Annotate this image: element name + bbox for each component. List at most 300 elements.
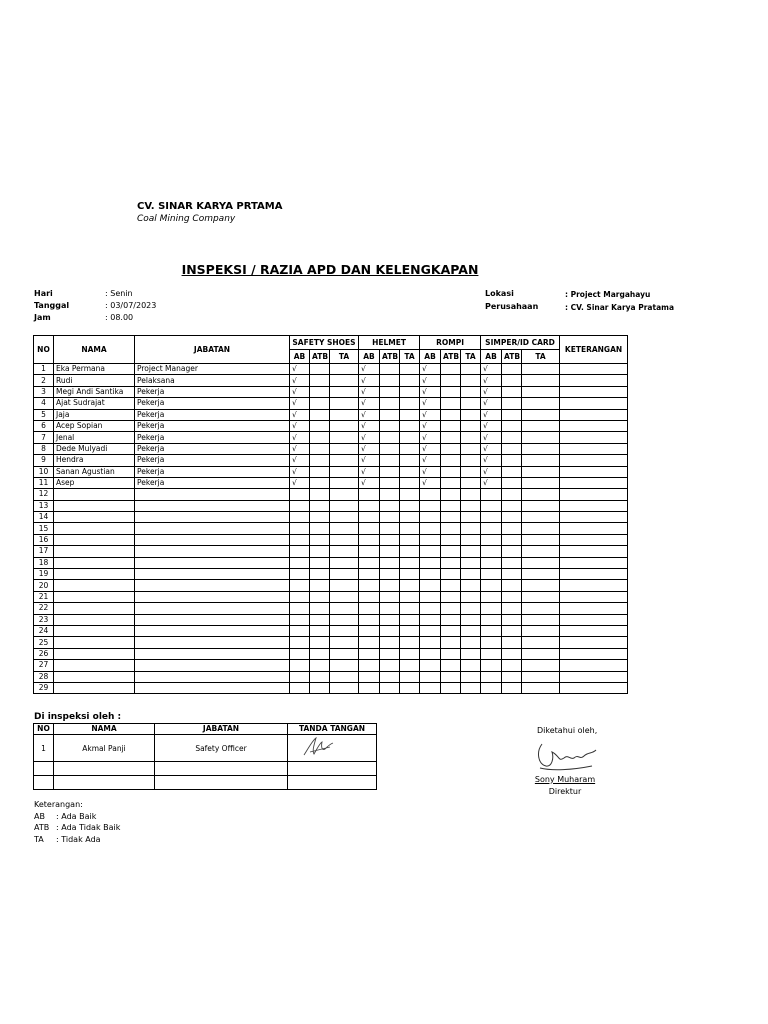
check-cell — [330, 614, 359, 625]
row-nama — [54, 591, 135, 602]
row-nama: Megi Andi Santika — [54, 386, 135, 397]
check-cell — [502, 523, 522, 534]
note-desc-ab: : Ada Baik — [56, 811, 97, 821]
check-cell — [310, 546, 330, 557]
row-jabatan: Pelaksana — [135, 375, 290, 386]
insp-no: 1 — [34, 735, 54, 762]
check-cell — [310, 648, 330, 659]
check-cell — [502, 591, 522, 602]
check-cell — [359, 625, 380, 636]
check-cell — [481, 682, 502, 693]
row-nama: Jenal — [54, 432, 135, 443]
check-cell — [400, 591, 420, 602]
check-cell — [461, 386, 481, 397]
col-no-header: NO — [34, 336, 54, 364]
check-cell — [502, 512, 522, 523]
check-cell: √ — [359, 420, 380, 431]
row-keterangan — [560, 386, 628, 397]
check-cell — [420, 614, 441, 625]
check-cell — [481, 671, 502, 682]
check-cell — [481, 500, 502, 511]
row-keterangan — [560, 375, 628, 386]
check-cell — [502, 534, 522, 545]
table-row — [34, 580, 628, 591]
row-keterangan — [560, 398, 628, 409]
check-cell — [380, 614, 400, 625]
check-cell — [400, 375, 420, 386]
check-cell — [502, 420, 522, 431]
check-cell: √ — [359, 477, 380, 488]
check-cell — [441, 398, 461, 409]
jam-value: : 08.00 — [105, 313, 134, 322]
check-cell — [502, 489, 522, 500]
subheader-atb: ATB — [502, 350, 522, 364]
check-cell: √ — [420, 364, 441, 375]
check-cell — [461, 466, 481, 477]
check-cell — [310, 512, 330, 523]
hari-label: Hari — [34, 289, 53, 298]
check-cell — [310, 420, 330, 431]
row-jabatan — [135, 648, 290, 659]
insp-nama: Akmal Panji — [54, 735, 155, 762]
check-cell — [522, 455, 560, 466]
check-cell — [522, 375, 560, 386]
check-cell — [290, 637, 310, 648]
check-cell — [310, 660, 330, 671]
check-cell — [359, 557, 380, 568]
table-row — [34, 477, 628, 488]
check-cell — [420, 648, 441, 659]
lokasi-value: : Project Margahayu — [565, 290, 651, 299]
check-cell — [330, 386, 359, 397]
check-cell — [380, 534, 400, 545]
row-no: 21 — [34, 591, 54, 602]
table-row — [34, 500, 628, 511]
check-cell — [502, 557, 522, 568]
row-no: 17 — [34, 546, 54, 557]
row-keterangan — [560, 637, 628, 648]
check-cell: √ — [481, 375, 502, 386]
check-cell — [400, 420, 420, 431]
row-keterangan — [560, 466, 628, 477]
check-cell — [359, 512, 380, 523]
check-cell — [481, 660, 502, 671]
tanggal-value: : 03/07/2023 — [105, 301, 157, 310]
check-cell — [461, 569, 481, 580]
subheader-atb: ATB — [380, 350, 400, 364]
row-nama — [54, 625, 135, 636]
check-cell: √ — [420, 455, 441, 466]
check-cell — [290, 500, 310, 511]
row-jabatan: Pekerja — [135, 477, 290, 488]
check-cell — [502, 580, 522, 591]
row-jabatan — [135, 614, 290, 625]
check-cell — [310, 523, 330, 534]
check-cell — [310, 591, 330, 602]
check-cell: √ — [420, 398, 441, 409]
row-nama — [54, 500, 135, 511]
check-cell: √ — [481, 386, 502, 397]
check-cell — [290, 580, 310, 591]
check-cell — [359, 534, 380, 545]
check-cell — [441, 523, 461, 534]
approval-label: Diketahui oleh, — [537, 726, 598, 735]
check-cell — [380, 625, 400, 636]
check-cell — [290, 603, 310, 614]
insp-jabatan: Safety Officer — [155, 735, 288, 762]
row-no: 25 — [34, 637, 54, 648]
row-nama — [54, 523, 135, 534]
row-no: 1 — [34, 364, 54, 375]
row-no: 16 — [34, 534, 54, 545]
check-cell: √ — [481, 477, 502, 488]
row-no: 4 — [34, 398, 54, 409]
legend-notes — [34, 799, 120, 845]
check-cell — [481, 580, 502, 591]
check-cell — [522, 603, 560, 614]
check-cell — [420, 569, 441, 580]
row-nama: Eka Permana — [54, 364, 135, 375]
check-cell — [441, 557, 461, 568]
check-cell — [502, 386, 522, 397]
check-cell: √ — [420, 386, 441, 397]
check-cell: √ — [420, 432, 441, 443]
check-cell — [380, 489, 400, 500]
row-nama: Asep — [54, 477, 135, 488]
row-no: 19 — [34, 569, 54, 580]
row-keterangan — [560, 648, 628, 659]
row-no: 12 — [34, 489, 54, 500]
row-keterangan — [560, 557, 628, 568]
check-cell — [461, 443, 481, 454]
col-jabatan-header: JABATAN — [135, 336, 290, 364]
check-cell: √ — [359, 386, 380, 397]
inspector-signature — [300, 735, 340, 759]
row-keterangan — [560, 432, 628, 443]
check-cell — [310, 500, 330, 511]
check-cell — [522, 477, 560, 488]
row-jabatan: Pekerja — [135, 455, 290, 466]
check-cell — [420, 603, 441, 614]
group-simper: SIMPER/ID CARD — [481, 336, 560, 350]
check-cell — [380, 512, 400, 523]
check-cell — [330, 512, 359, 523]
check-cell — [359, 671, 380, 682]
table-row — [34, 660, 628, 671]
check-cell — [310, 682, 330, 693]
row-no: 15 — [34, 523, 54, 534]
row-keterangan — [560, 443, 628, 454]
check-cell — [502, 477, 522, 488]
table-row — [34, 386, 628, 397]
row-nama: Jaja — [54, 409, 135, 420]
check-cell — [400, 432, 420, 443]
row-jabatan — [135, 625, 290, 636]
insp-signature-cell — [288, 735, 377, 762]
check-cell — [380, 477, 400, 488]
check-cell — [400, 364, 420, 375]
check-cell — [380, 375, 400, 386]
check-cell — [330, 546, 359, 557]
check-cell — [400, 512, 420, 523]
row-no: 13 — [34, 500, 54, 511]
check-cell: √ — [481, 466, 502, 477]
check-cell — [481, 546, 502, 557]
row-jabatan — [135, 523, 290, 534]
check-cell — [359, 580, 380, 591]
row-jabatan — [135, 512, 290, 523]
row-nama — [54, 637, 135, 648]
jam-label: Jam — [34, 313, 51, 322]
check-cell — [330, 364, 359, 375]
check-cell — [359, 591, 380, 602]
check-cell — [461, 455, 481, 466]
check-cell — [290, 557, 310, 568]
check-cell — [522, 614, 560, 625]
check-cell — [380, 432, 400, 443]
check-cell — [400, 546, 420, 557]
note-code-ab: AB — [34, 811, 45, 821]
row-nama: Ajat Sudrajat — [54, 398, 135, 409]
check-cell — [310, 557, 330, 568]
check-cell — [502, 671, 522, 682]
row-jabatan — [135, 637, 290, 648]
check-cell — [420, 489, 441, 500]
table-row — [34, 534, 628, 545]
check-cell — [400, 603, 420, 614]
check-cell — [420, 625, 441, 636]
check-cell — [330, 569, 359, 580]
check-cell — [502, 443, 522, 454]
check-cell: √ — [359, 375, 380, 386]
check-cell — [441, 569, 461, 580]
row-nama: Rudi — [54, 375, 135, 386]
check-cell — [330, 489, 359, 500]
note-desc-ta: : Tidak Ada — [56, 834, 101, 844]
check-cell — [330, 443, 359, 454]
check-cell — [400, 386, 420, 397]
check-cell — [461, 591, 481, 602]
check-cell — [441, 648, 461, 659]
check-cell — [522, 398, 560, 409]
check-cell — [290, 660, 310, 671]
check-cell — [481, 489, 502, 500]
check-cell — [420, 637, 441, 648]
check-cell — [400, 466, 420, 477]
row-keterangan — [560, 489, 628, 500]
check-cell: √ — [290, 409, 310, 420]
check-cell — [461, 614, 481, 625]
check-cell — [461, 648, 481, 659]
check-cell: √ — [359, 409, 380, 420]
row-keterangan — [560, 477, 628, 488]
check-cell — [310, 625, 330, 636]
row-jabatan: Pekerja — [135, 398, 290, 409]
check-cell — [310, 580, 330, 591]
check-cell — [330, 466, 359, 477]
document-title: INSPEKSI / RAZIA APD DAN KELENGKAPAN — [181, 262, 479, 277]
check-cell — [441, 580, 461, 591]
subheader-atb: ATB — [310, 350, 330, 364]
row-jabatan — [135, 500, 290, 511]
check-cell — [359, 682, 380, 693]
check-cell — [461, 523, 481, 534]
check-cell — [290, 523, 310, 534]
table-row — [34, 364, 628, 375]
check-cell — [330, 557, 359, 568]
check-cell — [481, 603, 502, 614]
check-cell — [290, 546, 310, 557]
table-row — [34, 637, 628, 648]
row-keterangan — [560, 500, 628, 511]
check-cell — [310, 455, 330, 466]
table-row — [34, 671, 628, 682]
row-keterangan — [560, 546, 628, 557]
check-cell: √ — [359, 466, 380, 477]
check-cell — [461, 512, 481, 523]
check-cell — [310, 614, 330, 625]
check-cell: √ — [359, 398, 380, 409]
row-nama: Dede Mulyadi — [54, 443, 135, 454]
col-nama-header: NAMA — [54, 336, 135, 364]
check-cell — [522, 420, 560, 431]
check-cell — [441, 660, 461, 671]
check-cell — [522, 591, 560, 602]
table-row — [34, 375, 628, 386]
row-nama — [54, 682, 135, 693]
row-jabatan — [135, 660, 290, 671]
check-cell — [502, 500, 522, 511]
row-nama — [54, 648, 135, 659]
check-cell — [522, 546, 560, 557]
table-row — [34, 523, 628, 534]
subheader-ab: AB — [290, 350, 310, 364]
row-jabatan — [135, 546, 290, 557]
check-cell: √ — [290, 466, 310, 477]
row-nama — [54, 671, 135, 682]
row-no: 23 — [34, 614, 54, 625]
check-cell — [420, 500, 441, 511]
check-cell — [481, 512, 502, 523]
check-cell — [461, 660, 481, 671]
check-cell — [522, 364, 560, 375]
row-nama — [54, 557, 135, 568]
check-cell: √ — [481, 409, 502, 420]
row-no: 2 — [34, 375, 54, 386]
check-cell — [420, 534, 441, 545]
check-cell — [290, 534, 310, 545]
check-cell — [330, 682, 359, 693]
check-cell — [502, 614, 522, 625]
check-cell — [310, 569, 330, 580]
check-cell — [310, 375, 330, 386]
check-cell — [461, 420, 481, 431]
check-cell — [330, 455, 359, 466]
check-cell — [380, 557, 400, 568]
group-rompi: ROMPI — [420, 336, 481, 350]
check-cell — [380, 637, 400, 648]
check-cell — [380, 500, 400, 511]
check-cell — [400, 671, 420, 682]
row-nama — [54, 614, 135, 625]
subheader-ta: TA — [461, 350, 481, 364]
check-cell: √ — [420, 420, 441, 431]
row-keterangan — [560, 364, 628, 375]
group-helmet: HELMET — [359, 336, 420, 350]
check-cell: √ — [420, 466, 441, 477]
check-cell — [461, 432, 481, 443]
check-cell — [502, 625, 522, 636]
check-cell — [522, 432, 560, 443]
check-cell — [400, 500, 420, 511]
check-cell — [441, 443, 461, 454]
check-cell — [522, 409, 560, 420]
check-cell — [502, 660, 522, 671]
check-cell — [359, 500, 380, 511]
check-cell — [461, 546, 481, 557]
check-cell — [400, 682, 420, 693]
check-cell — [290, 569, 310, 580]
check-cell: √ — [290, 420, 310, 431]
check-cell — [380, 443, 400, 454]
check-cell — [441, 455, 461, 466]
check-cell — [481, 637, 502, 648]
check-cell: √ — [290, 443, 310, 454]
row-jabatan — [135, 671, 290, 682]
check-cell — [461, 625, 481, 636]
check-cell — [330, 580, 359, 591]
check-cell — [522, 637, 560, 648]
check-cell — [400, 455, 420, 466]
check-cell — [502, 364, 522, 375]
check-cell — [481, 569, 502, 580]
check-cell — [330, 420, 359, 431]
check-cell — [310, 477, 330, 488]
check-cell — [420, 580, 441, 591]
row-no: 7 — [34, 432, 54, 443]
check-cell — [380, 569, 400, 580]
check-cell — [502, 603, 522, 614]
check-cell — [290, 625, 310, 636]
subheader-ta: TA — [522, 350, 560, 364]
check-cell — [522, 682, 560, 693]
check-cell — [310, 637, 330, 648]
check-cell — [522, 523, 560, 534]
check-cell — [400, 489, 420, 500]
check-cell — [310, 603, 330, 614]
check-cell — [400, 648, 420, 659]
row-no: 11 — [34, 477, 54, 488]
row-jabatan: Pekerja — [135, 466, 290, 477]
check-cell — [481, 591, 502, 602]
check-cell — [330, 660, 359, 671]
check-cell: √ — [290, 386, 310, 397]
check-cell: √ — [481, 364, 502, 375]
tanggal-label: Tanggal — [34, 301, 70, 310]
check-cell — [330, 409, 359, 420]
row-jabatan: Pekerja — [135, 432, 290, 443]
row-keterangan — [560, 523, 628, 534]
check-cell — [522, 660, 560, 671]
inspector-section-title: Di inspeksi oleh : — [34, 712, 122, 722]
check-cell — [330, 534, 359, 545]
check-cell: √ — [481, 443, 502, 454]
check-cell — [522, 512, 560, 523]
row-jabatan — [135, 603, 290, 614]
check-cell: √ — [420, 409, 441, 420]
company-tagline: Coal Mining Company — [137, 214, 236, 224]
row-jabatan — [135, 534, 290, 545]
